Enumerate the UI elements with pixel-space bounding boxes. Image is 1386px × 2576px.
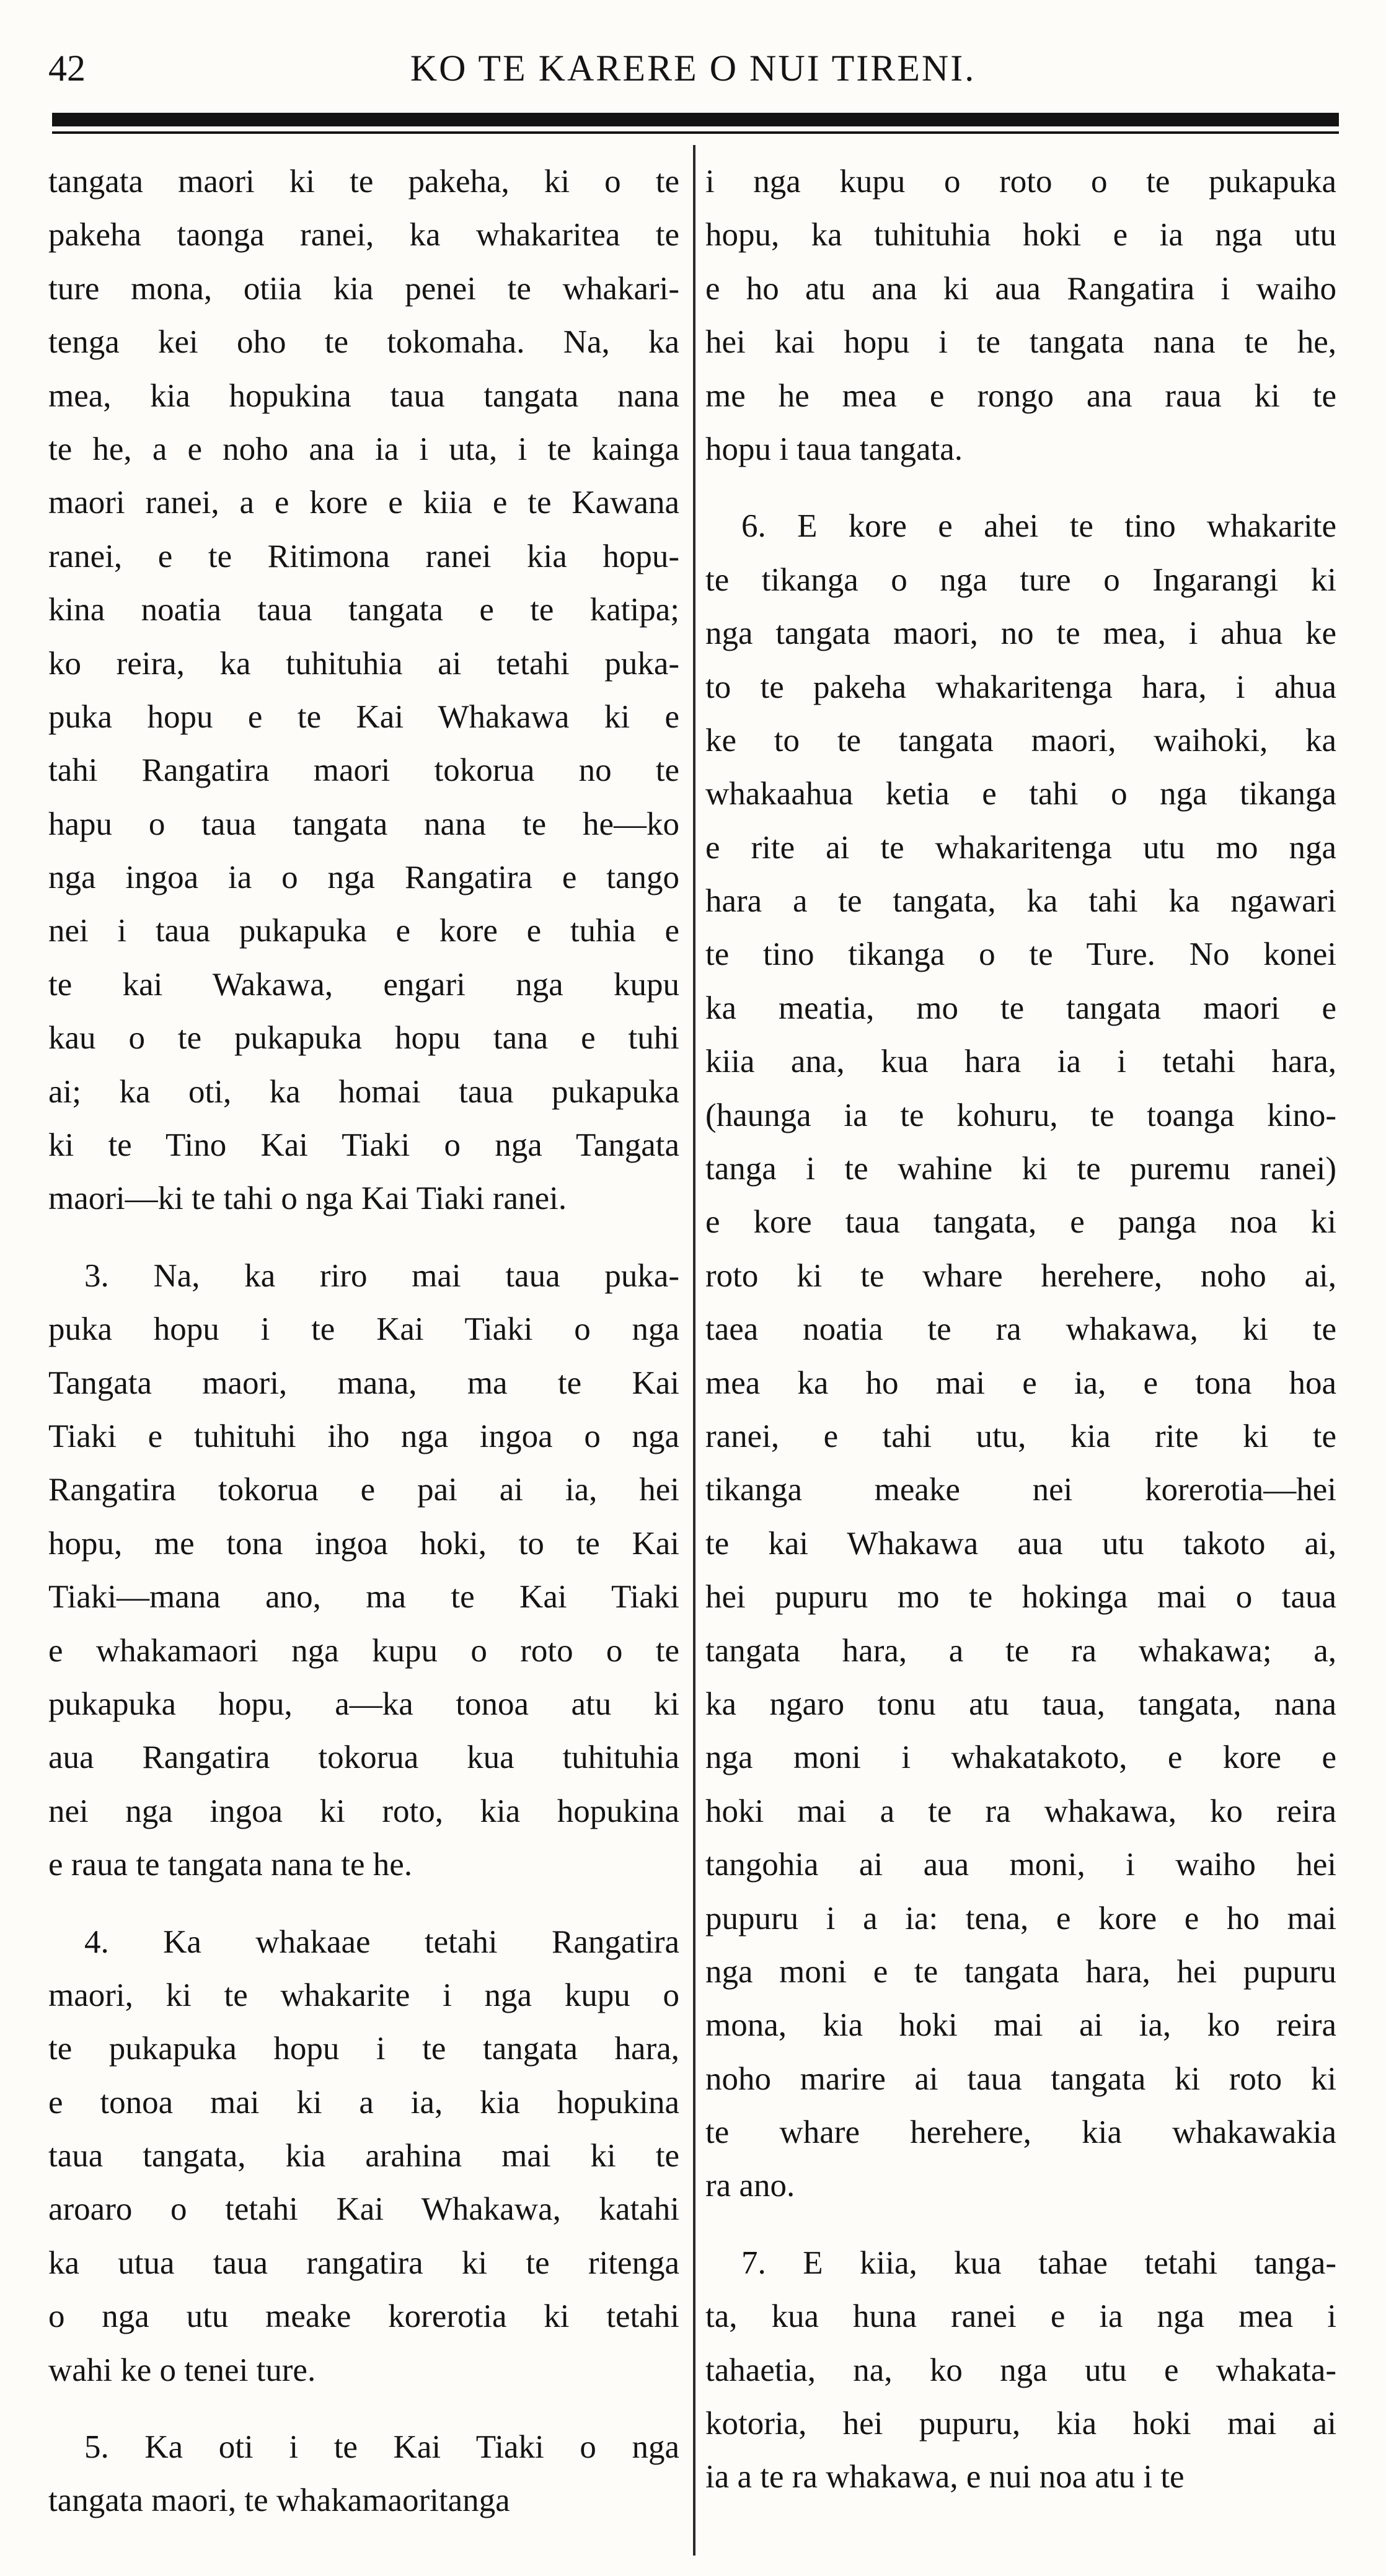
text-line: Tangata maori, mana, ma te Kai: [48, 1365, 679, 1401]
text-line: nga ingoa ia o nga Rangatira e tango: [48, 859, 679, 896]
paragraph: [48, 2420, 679, 2528]
paragraph-gap: [705, 2213, 1336, 2236]
text-line: hoki mai a te ra whakawa, ko reira: [705, 1793, 1336, 1829]
text-line: Rangatira tokorua e pai ai ia, hei: [48, 1472, 679, 1508]
paragraph-gap: [48, 2397, 679, 2420]
text-line: e tonoa mai ki a ia, kia hopukina: [48, 2084, 679, 2121]
text-line: taea noatia te ra whakawa, ki te: [705, 1311, 1336, 1348]
paragraph: [48, 155, 679, 1226]
text-line: ko reira, ka tuhituhia ai tetahi puka-: [48, 645, 679, 682]
text-line: noho marire ai taua tangata ki roto ki: [705, 2060, 1336, 2097]
text-line: tahaetia, na, ko nga utu e whakata-: [705, 2352, 1336, 2388]
text-line: mona, kia hoki mai ai ia, ko reira: [705, 2007, 1336, 2044]
text-line: wahi ke o tenei ture.: [48, 2352, 316, 2388]
text-line: o nga utu meake korerotia ki tetahi: [48, 2298, 679, 2335]
text-line: nga tangata maori, no te mea, i ahua ke: [705, 615, 1336, 652]
paragraph: [48, 1915, 679, 2398]
text-line: 5. Ka oti i te Kai Tiaki o nga: [84, 2429, 679, 2466]
text-line: ra ano.: [705, 2168, 795, 2204]
paragraph: [48, 1249, 679, 1892]
text-line: e whakamaori nga kupu o roto o te: [48, 1632, 679, 1669]
text-line: pakeha taonga ranei, ka whakaritea te: [48, 217, 679, 253]
paragraph-gap: [48, 1892, 679, 1915]
text-line: maori, ki te whakarite i nga kupu o: [48, 1977, 679, 2013]
text-line: pupuru i a ia: tena, e kore e ho mai: [705, 1900, 1336, 1936]
text-line: maori—ki te tahi o nga Kai Tiaki ranei.: [48, 1180, 567, 1217]
text-line: tangohia ai aua moni, i waiho hei: [705, 1847, 1336, 1883]
text-line: hei kai hopu i te tangata nana te he,: [705, 324, 1336, 361]
text-line: te he, a e noho ana ia i uta, i te kainga: [48, 431, 679, 467]
text-line: kina noatia taua tangata e te katipa;: [48, 592, 679, 628]
text-line: tangata maori, te whakamaoritanga: [48, 2482, 510, 2519]
text-line: ranei, e tahi utu, kia rite ki te: [705, 1418, 1336, 1454]
text-line: te tikanga o nga ture o Ingarangi ki: [705, 561, 1336, 598]
text-line: 7. E kiia, kua tahae tetahi tanga-: [741, 2244, 1336, 2281]
text-line: ka utua taua rangatira ki te ritenga: [48, 2244, 679, 2281]
text-line: puka hopu e te Kai Whakawa ki e: [48, 698, 679, 735]
text-line: aroaro o tetahi Kai Whakawa, katahi: [48, 2191, 679, 2228]
text-line: tangata hara, a te ra whakawa; a,: [705, 1632, 1336, 1669]
text-line: taua tangata, kia arahina mai ki te: [48, 2138, 679, 2174]
text-line: 6. E kore e ahei te tino whakarite: [741, 508, 1336, 545]
text-line: me he mea e rongo ana raua ki te: [705, 377, 1336, 414]
text-line: Tiaki—mana ano, ma te Kai Tiaki: [48, 1579, 679, 1615]
text-line: tenga kei oho te tokomaha. Na, ka: [48, 324, 679, 361]
text-line: whakaahua ketia e tahi o nga tikanga: [705, 776, 1336, 812]
text-line: roto ki te whare herehere, noho ai,: [705, 1257, 1336, 1294]
text-line: nei i taua pukapuka e kore e tuhia e: [48, 913, 679, 949]
text-line: ka ngaro tonu atu taua, tangata, nana: [705, 1686, 1336, 1722]
text-line: puka hopu i te Kai Tiaki o nga: [48, 1311, 679, 1348]
column-divider: [693, 145, 695, 2556]
text-line: aua Rangatira tokorua kua tuhituhia: [48, 1739, 679, 1776]
text-line: ranei, e te Ritimona ranei kia hopu-: [48, 538, 679, 574]
text-line: nga moni i whakatakoto, e kore e: [705, 1739, 1336, 1776]
text-line: ia a te ra whakawa, e nui noa atu i te: [705, 2459, 1185, 2495]
text-line: kotoria, hei pupuru, kia hoki mai ai: [705, 2406, 1336, 2442]
text-line: mea ka ho mai e ia, e tona hoa: [705, 1365, 1336, 1401]
text-line: kiia ana, kua hara ia i tetahi hara,: [705, 1044, 1336, 1080]
text-line: tangata maori ki te pakeha, ki o te: [48, 164, 679, 200]
text-line: ta, kua huna ranei e ia nga mea i: [705, 2298, 1336, 2335]
paragraph: [705, 155, 1336, 476]
header-rule-thin: [52, 131, 1339, 134]
text-line: 4. Ka whakaae tetahi Rangatira: [84, 1923, 679, 1960]
paragraph-gap: [48, 1226, 679, 1249]
text-line: e raua te tangata nana te he.: [48, 1847, 413, 1883]
text-line: ki te Tino Kai Tiaki o nga Tangata: [48, 1127, 679, 1164]
text-line: te kai Wakawa, engari nga kupu: [48, 966, 679, 1003]
text-line: tanga i te wahine ki te puremu ranei): [705, 1151, 1336, 1187]
text-line: hopu i taua tangata.: [705, 431, 963, 467]
text-line: nei nga ingoa ki roto, kia hopukina: [48, 1793, 679, 1829]
text-line: i nga kupu o roto o te pukapuka: [705, 164, 1336, 200]
text-line: hopu, me tona ingoa hoki, to te Kai: [48, 1525, 679, 1562]
text-line: ka meatia, mo te tangata maori e: [705, 990, 1336, 1026]
text-line: hapu o taua tangata nana te he—ko: [48, 806, 679, 842]
text-line: kau o te pukapuka hopu tana e tuhi: [48, 1020, 679, 1057]
text-line: maori ranei, a e kore e kiia e te Kawana: [48, 485, 679, 521]
paragraph: [705, 2236, 1336, 2504]
text-line: ke to te tangata maori, waihoki, ka: [705, 722, 1336, 758]
paragraph-gap: [705, 476, 1336, 499]
text-line: hopu, ka tuhituhia hoki e ia nga utu: [705, 217, 1336, 253]
text-line: te tino tikanga o te Ture. No konei: [705, 936, 1336, 973]
text-line: te whare herehere, kia whakawakia: [705, 2114, 1336, 2151]
text-line: pukapuka hopu, a—ka tonoa atu ki: [48, 1686, 679, 1722]
text-line: hara a te tangata, ka tahi ka ngawari: [705, 883, 1336, 920]
paragraph: [705, 499, 1336, 2213]
right-column: [705, 155, 1336, 2504]
text-line: hei pupuru mo te hokinga mai o taua: [705, 1579, 1336, 1615]
header-rule-thick: [52, 113, 1339, 126]
text-line: e kore taua tangata, e panga noa ki: [705, 1204, 1336, 1241]
text-line: to te pakeha whakaritenga hara, i ahua: [705, 669, 1336, 705]
text-line: tikanga meake nei korerotia—hei: [705, 1472, 1336, 1508]
text-line: Tiaki e tuhituhi iho nga ingoa o nga: [48, 1418, 679, 1454]
text-line: ai; ka oti, ka homai taua pukapuka: [48, 1073, 679, 1110]
text-line: mea, kia hopukina taua tangata nana: [48, 377, 679, 414]
text-line: te kai Whakawa aua utu takoto ai,: [705, 1525, 1336, 1562]
text-line: 3. Na, ka riro mai taua puka-: [84, 1257, 679, 1294]
text-line: e rite ai te whakaritenga utu mo nga: [705, 829, 1336, 866]
page-number: 42: [48, 48, 86, 89]
running-title: KO TE KARERE O NUI TIRENI.: [410, 48, 976, 89]
text-line: tahi Rangatira maori tokorua no te: [48, 752, 679, 789]
left-column: [48, 155, 679, 2528]
text-line: (haunga ia te kohuru, te toanga kino-: [705, 1097, 1336, 1133]
text-line: ture mona, otiia kia penei te whakari-: [48, 270, 679, 307]
text-line: te pukapuka hopu i te tangata hara,: [48, 2031, 679, 2067]
text-line: e ho atu ana ki aua Rangatira i waiho: [705, 270, 1336, 307]
text-line: nga moni e te tangata hara, hei pupuru: [705, 1953, 1336, 1990]
